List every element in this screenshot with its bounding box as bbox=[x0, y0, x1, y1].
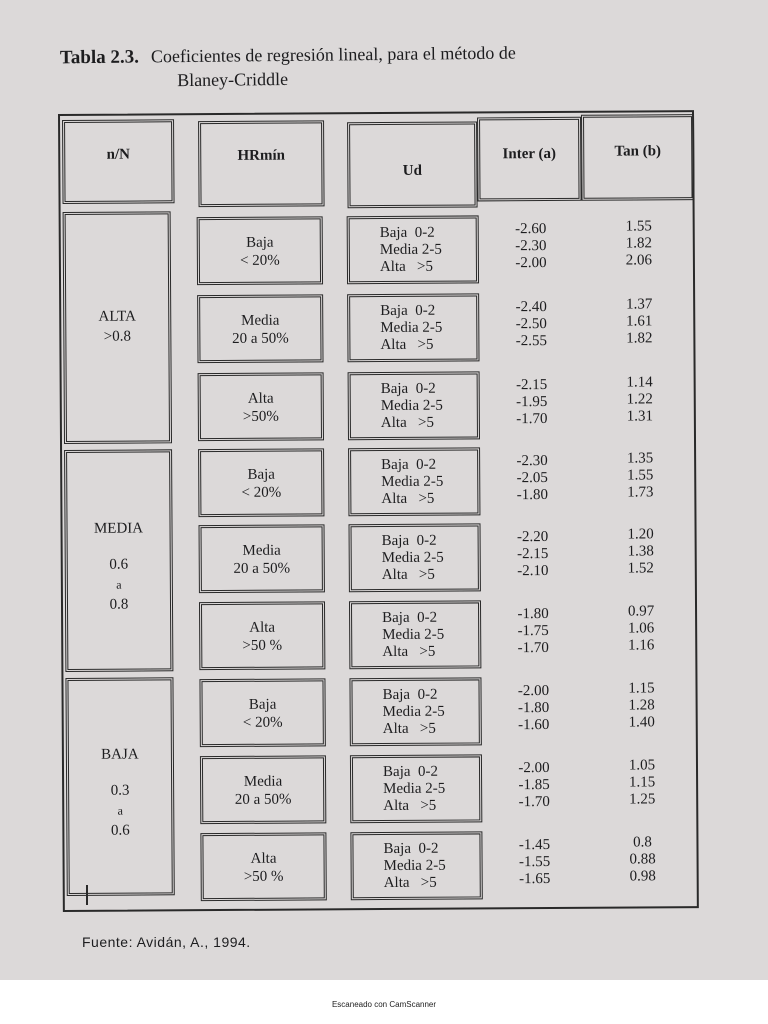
ud-line: Media 2-5 bbox=[383, 780, 446, 798]
inter-value: -1.70 bbox=[518, 794, 550, 811]
ud-cell bbox=[349, 677, 481, 746]
table-caption bbox=[60, 41, 700, 94]
inter-value: -2.30 bbox=[516, 453, 548, 470]
hrmin-level: Baja bbox=[247, 466, 276, 483]
inter-values bbox=[496, 837, 572, 888]
inter-value: -2.15 bbox=[515, 377, 548, 394]
tan-values bbox=[601, 296, 677, 347]
tan-value: 1.55 bbox=[627, 467, 654, 484]
header-ud-label: Ud bbox=[402, 162, 422, 179]
hrmin-level: Baja bbox=[248, 696, 277, 713]
tan-value: 1.61 bbox=[626, 313, 653, 330]
inter-value: -2.20 bbox=[516, 529, 549, 546]
tan-values bbox=[604, 757, 680, 808]
caption-text-line1: Coeficientes de regresión lineal, para el método de bbox=[150, 42, 516, 67]
inter-values bbox=[493, 221, 569, 272]
hrmin-cell bbox=[200, 755, 326, 824]
ud-line: Alta >5 bbox=[381, 490, 435, 508]
inter-value: -2.50 bbox=[515, 316, 547, 333]
hrmin-level: Alta bbox=[249, 619, 276, 636]
ud-line: Alta >5 bbox=[380, 414, 434, 432]
inter-value: -2.40 bbox=[515, 299, 547, 316]
group-range: >0.8 bbox=[103, 328, 132, 345]
inter-value: -2.00 bbox=[517, 683, 550, 700]
tan-value: 1.37 bbox=[626, 296, 653, 313]
ud-line: Alta >5 bbox=[381, 566, 435, 584]
tan-value: 0.97 bbox=[627, 603, 655, 620]
ud-line: Baja 0-2 bbox=[380, 380, 436, 398]
ud-line: Media 2-5 bbox=[379, 241, 442, 259]
hrmin-range: 20 a 50% bbox=[232, 330, 289, 347]
ud-line: Media 2-5 bbox=[381, 549, 444, 567]
inter-values bbox=[494, 377, 570, 428]
inter-values bbox=[495, 529, 571, 580]
group-range-separator: a bbox=[116, 577, 122, 592]
inter-value: -2.55 bbox=[515, 333, 548, 350]
header-nn-label: n/N bbox=[106, 146, 130, 163]
hrmin-level: Media bbox=[243, 773, 283, 790]
inter-value: -2.30 bbox=[515, 238, 547, 255]
inter-value: -1.85 bbox=[518, 777, 550, 794]
tan-value: 0.8 bbox=[633, 834, 652, 851]
ud-line: Media 2-5 bbox=[382, 626, 445, 644]
ud-line: Alta >5 bbox=[383, 797, 437, 815]
ud-line: Baja 0-2 bbox=[381, 532, 437, 550]
hrmin-level: Alta bbox=[247, 390, 274, 407]
inter-value: -2.00 bbox=[515, 255, 547, 272]
tan-value: 1.82 bbox=[625, 235, 652, 252]
tan-values bbox=[604, 834, 680, 885]
ud-line: Baja 0-2 bbox=[380, 302, 436, 320]
group-range: 0.6 bbox=[110, 822, 130, 839]
hrmin-level: Baja bbox=[245, 234, 274, 251]
group-range: 0.6 bbox=[109, 556, 129, 573]
ud-cell bbox=[349, 523, 481, 592]
tan-values bbox=[601, 218, 677, 269]
tan-value: 1.40 bbox=[628, 714, 655, 731]
tan-values bbox=[602, 374, 678, 425]
group-name: MEDIA bbox=[93, 520, 144, 537]
tan-value: 1.05 bbox=[628, 757, 656, 774]
inter-value: -1.80 bbox=[517, 606, 549, 623]
hrmin-range: < 20% bbox=[239, 252, 280, 269]
ud-cell bbox=[348, 371, 480, 440]
inter-value: -1.75 bbox=[517, 623, 549, 640]
inter-value: -1.80 bbox=[516, 487, 549, 504]
hrmin-range: 20 a 50% bbox=[233, 560, 291, 577]
tan-value: 1.15 bbox=[628, 774, 656, 791]
tan-value: 1.15 bbox=[628, 680, 655, 697]
ud-cell bbox=[347, 215, 479, 284]
inter-values bbox=[495, 683, 571, 734]
hrmin-level: Alta bbox=[250, 850, 277, 867]
tan-values bbox=[603, 603, 679, 654]
caption-text-line2: Blaney-Criddle bbox=[177, 68, 289, 91]
hrmin-cell bbox=[199, 524, 325, 593]
inter-value: -2.05 bbox=[516, 470, 548, 487]
tan-value: 1.73 bbox=[627, 484, 654, 501]
inter-value: -1.70 bbox=[516, 411, 548, 428]
ud-line: Alta >5 bbox=[382, 643, 436, 661]
inter-values bbox=[494, 453, 570, 504]
hrmin-cell bbox=[198, 448, 324, 517]
ud-cell bbox=[350, 754, 482, 823]
tan-value: 0.98 bbox=[629, 868, 656, 885]
ud-line: Baja 0-2 bbox=[382, 686, 438, 704]
tan-value: 1.28 bbox=[628, 697, 655, 714]
ud-line: Media 2-5 bbox=[382, 703, 445, 721]
source-note: Fuente: Avidán, A., 1994. bbox=[82, 934, 251, 950]
inter-value: -1.45 bbox=[518, 837, 551, 854]
table-tick-mark bbox=[86, 885, 88, 905]
inter-value: -2.00 bbox=[518, 760, 550, 777]
hrmin-cell bbox=[199, 601, 325, 670]
inter-values bbox=[496, 760, 572, 811]
tan-value: 2.06 bbox=[625, 252, 653, 269]
ud-line: Media 2-5 bbox=[381, 473, 444, 491]
header-inter bbox=[477, 117, 582, 202]
inter-value: -1.95 bbox=[516, 394, 548, 411]
tan-value: 1.55 bbox=[625, 218, 652, 235]
tan-value: 1.35 bbox=[626, 450, 654, 467]
tan-values bbox=[603, 526, 679, 577]
inter-value: -1.70 bbox=[517, 640, 549, 657]
ud-cell bbox=[349, 600, 481, 669]
header-hrmin-label: HRmín bbox=[237, 147, 286, 164]
hrmin-range: 20 a 50% bbox=[234, 791, 292, 808]
header-inter-label: Inter (a) bbox=[502, 145, 557, 163]
tan-value: 1.52 bbox=[627, 560, 654, 577]
ud-cell bbox=[348, 447, 480, 516]
inter-value: -2.10 bbox=[517, 563, 549, 580]
inter-value: -1.60 bbox=[518, 717, 550, 734]
tan-value: 1.38 bbox=[627, 543, 654, 560]
hrmin-range: >50 % bbox=[242, 637, 283, 654]
scanner-footer: Escaneado con CamScanner bbox=[331, 1000, 437, 1009]
inter-value: -2.15 bbox=[517, 546, 549, 563]
regression-table bbox=[58, 110, 699, 912]
ud-line: Baja 0-2 bbox=[383, 840, 439, 858]
tan-values bbox=[602, 450, 678, 501]
ud-line: Media 2-5 bbox=[380, 397, 443, 415]
ud-cell bbox=[347, 293, 479, 362]
ud-line: Media 2-5 bbox=[380, 319, 443, 337]
tan-value: 1.14 bbox=[626, 374, 653, 391]
inter-value: -1.55 bbox=[518, 854, 551, 871]
header-tan bbox=[581, 114, 695, 201]
hrmin-range: < 20% bbox=[242, 714, 283, 731]
tan-value: 1.22 bbox=[626, 391, 653, 408]
inter-values bbox=[495, 606, 571, 657]
caption-label: Tabla 2.3. bbox=[59, 46, 140, 69]
hrmin-level: Media bbox=[241, 312, 280, 329]
inter-value: -2.60 bbox=[515, 221, 547, 238]
hrmin-range: >50 % bbox=[243, 868, 284, 885]
group-range: 0.8 bbox=[109, 596, 129, 613]
inter-value: -1.65 bbox=[519, 871, 551, 888]
tan-value: 0.88 bbox=[629, 851, 656, 868]
header-ud bbox=[347, 121, 478, 208]
ud-line: Baja 0-2 bbox=[382, 609, 438, 627]
group-box-alta bbox=[63, 211, 172, 444]
tan-value: 1.16 bbox=[628, 637, 655, 654]
group-name: BAJA bbox=[101, 746, 139, 763]
hrmin-cell bbox=[197, 216, 323, 285]
tan-value: 1.20 bbox=[627, 526, 654, 543]
group-range: 0.3 bbox=[110, 782, 130, 799]
tan-value: 1.25 bbox=[629, 791, 656, 808]
ud-cell bbox=[350, 831, 482, 900]
hrmin-range: < 20% bbox=[241, 484, 282, 501]
tan-values bbox=[603, 680, 679, 731]
inter-values bbox=[493, 299, 569, 350]
hrmin-level: Media bbox=[242, 542, 281, 559]
ud-line: Baja 0-2 bbox=[382, 763, 439, 781]
ud-line: Alta >5 bbox=[383, 874, 437, 892]
group-box-baja bbox=[65, 677, 174, 896]
ud-line: Media 2-5 bbox=[383, 857, 446, 875]
tan-value: 1.06 bbox=[627, 620, 655, 637]
ud-line: Baja 0-2 bbox=[379, 224, 435, 242]
group-name: ALTA bbox=[98, 308, 136, 325]
header-hrmin bbox=[198, 120, 325, 207]
hrmin-cell bbox=[199, 678, 325, 747]
group-box-media bbox=[64, 449, 173, 672]
hrmin-cell bbox=[197, 294, 323, 363]
tan-value: 1.31 bbox=[626, 408, 654, 425]
hrmin-range: >50% bbox=[242, 408, 279, 425]
header-nn bbox=[62, 119, 175, 204]
inter-value: -1.80 bbox=[517, 700, 550, 717]
tan-value: 1.82 bbox=[626, 330, 653, 347]
ud-line: Alta >5 bbox=[380, 336, 434, 354]
ud-line: Alta >5 bbox=[382, 720, 436, 738]
header-tan-label: Tan (b) bbox=[614, 143, 662, 160]
hrmin-cell bbox=[198, 372, 324, 441]
ud-line: Baja 0-2 bbox=[381, 456, 437, 474]
ud-line: Alta >5 bbox=[379, 258, 434, 276]
group-range-separator: a bbox=[117, 803, 123, 818]
hrmin-cell bbox=[200, 832, 326, 901]
